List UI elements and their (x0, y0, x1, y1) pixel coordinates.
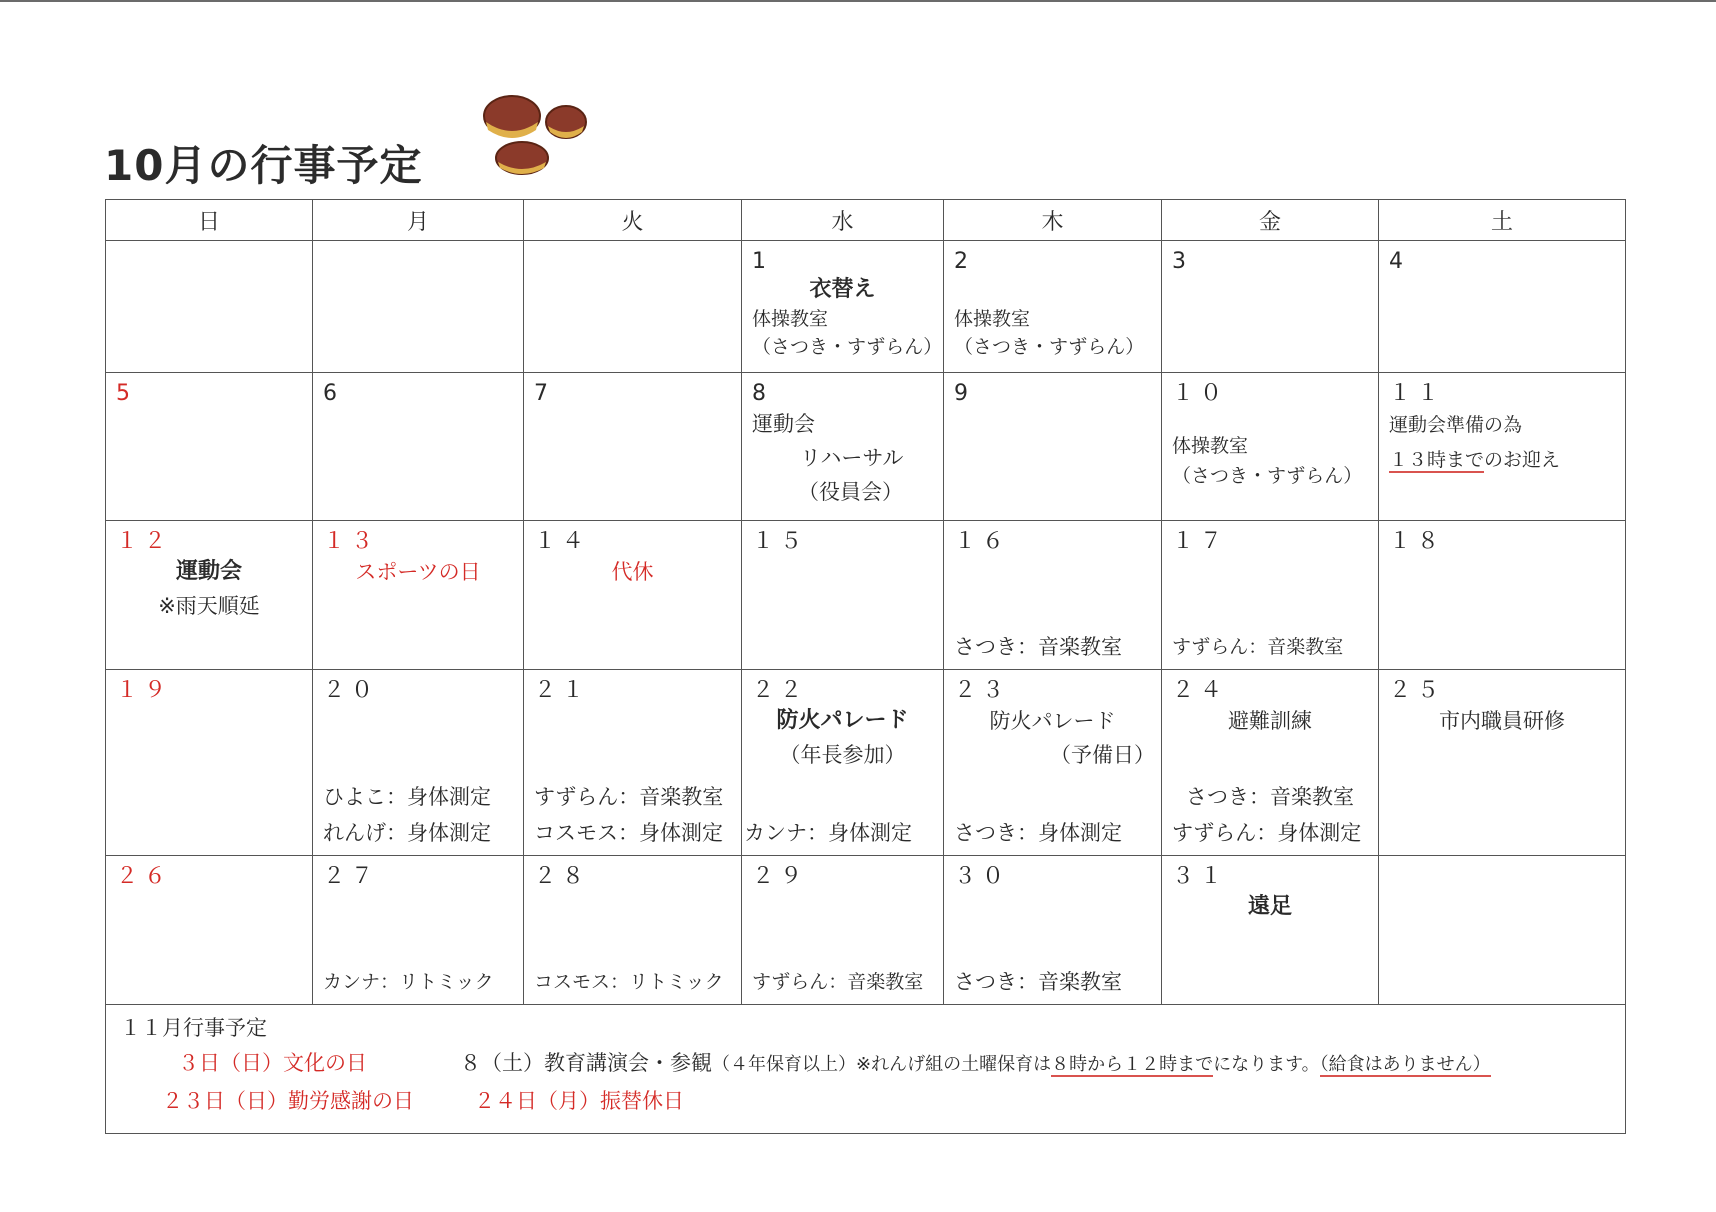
weekday-header-row (106, 200, 1626, 241)
event: （さつき・すずらん） (1172, 465, 1363, 487)
weekday-wed: 水 (742, 200, 944, 241)
event: （さつき・すずらん） (752, 336, 943, 358)
notice-paren: （給食はありません） (1319, 1054, 1491, 1075)
holiday-culture-day: ３日（日）文化の日 (178, 1051, 367, 1075)
notice-underlined: ８時から１２時まで (1051, 1054, 1214, 1075)
day-cell-9 (944, 373, 1162, 521)
date-number: １２ (116, 529, 173, 554)
date-number: ２６ (116, 864, 173, 889)
week-row-5 (106, 856, 1626, 1005)
event: カンナ：身体測定 (744, 821, 912, 845)
calendar-table (105, 199, 1626, 1134)
date-number: ２５ (1389, 678, 1446, 703)
day-cell-28 (524, 856, 742, 1005)
event: 避難訓練 (1228, 709, 1312, 733)
event: リハーサル (800, 446, 904, 470)
weekday-tue: 火 (524, 200, 742, 241)
day-cell-31 (1162, 856, 1379, 1005)
date-number: １４ (534, 529, 591, 554)
weekday-mon: 月 (313, 200, 524, 241)
date-number: ２８ (534, 864, 591, 889)
date-number: １８ (1389, 529, 1446, 554)
event: １３時までのお迎え (1389, 449, 1561, 471)
day-cell-empty (313, 241, 524, 373)
day-cell-17 (1162, 521, 1379, 670)
event: 衣替え (809, 277, 876, 302)
weekday-sun: 日 (106, 200, 313, 241)
date-number: 5 (116, 381, 136, 406)
event: コスモス：リトミック (534, 971, 724, 993)
chestnut-illustration (478, 92, 590, 180)
day-cell-29 (742, 856, 944, 1005)
date-number: ２７ (323, 864, 380, 889)
date-number: ２１ (534, 678, 591, 703)
day-cell-2 (944, 241, 1162, 373)
underlined-time: １３時まで (1389, 449, 1485, 471)
event: 体操教室 (752, 308, 829, 330)
event: 市内職員研修 (1439, 709, 1565, 733)
page-title: 10月の行事予定 (104, 141, 423, 190)
day-cell-12 (106, 521, 313, 670)
day-cell-16 (944, 521, 1162, 670)
weekday-thu: 木 (944, 200, 1162, 241)
date-number: １７ (1172, 529, 1229, 554)
date-number: １５ (752, 529, 809, 554)
event: （さつき・すずらん） (954, 336, 1145, 358)
event: （年長参加） (779, 743, 906, 767)
day-cell-15 (742, 521, 944, 670)
event: 運動会 (175, 559, 242, 584)
event: コスモス：身体測定 (534, 821, 723, 845)
weekday-fri: 金 (1162, 200, 1379, 241)
holiday-labor-thanksgiving: ２３日（日）勤労感謝の日 (162, 1089, 414, 1113)
november-line-2 (120, 1083, 1611, 1119)
event: すずらん：音楽教室 (534, 785, 724, 809)
day-cell-19 (106, 670, 313, 856)
week-row-2 (106, 373, 1626, 521)
date-number: １３ (323, 529, 380, 554)
day-cell-8 (742, 373, 944, 521)
scan-border-line (0, 0, 1716, 2)
event: すずらん：音楽教室 (1172, 636, 1344, 658)
date-number: １０ (1172, 381, 1229, 406)
holiday-substitute: ２４日（月）振替休日 (474, 1089, 684, 1113)
day-cell-14 (524, 521, 742, 670)
weekday-sat: 土 (1379, 200, 1626, 241)
day-cell-6 (313, 373, 524, 521)
november-notes (106, 1005, 1626, 1134)
november-notes-row (106, 1005, 1626, 1134)
date-number: ２３ (954, 678, 1011, 703)
day-cell-7 (524, 373, 742, 521)
day-cell-20 (313, 670, 524, 856)
day-cell-21 (524, 670, 742, 856)
november-title: １１月行事予定 (120, 1016, 267, 1040)
date-number: ２９ (752, 864, 809, 889)
day-cell-30 (944, 856, 1162, 1005)
event: 体操教室 (954, 308, 1031, 330)
event: すずらん：音楽教室 (752, 971, 924, 993)
date-number: １６ (954, 529, 1011, 554)
date-number: 8 (752, 381, 772, 406)
week-row-3 (106, 521, 1626, 670)
event: （役員会） (798, 480, 903, 504)
event: カンナ：リトミック (323, 971, 494, 993)
date-number: 4 (1389, 249, 1409, 274)
date-number: ２２ (752, 678, 809, 703)
day-cell-empty (106, 241, 313, 373)
day-cell-empty (1379, 856, 1626, 1005)
november-event-8: ８（土）教育講演会・参観 (460, 1051, 712, 1075)
event: 運動会 (752, 412, 815, 436)
event: 体操教室 (1172, 435, 1249, 457)
day-cell-24 (1162, 670, 1379, 856)
day-cell-4 (1379, 241, 1626, 373)
day-cell-27 (313, 856, 524, 1005)
event: スポーツの日 (355, 560, 481, 584)
date-number: ２０ (323, 678, 380, 703)
day-cell-5 (106, 373, 313, 521)
date-number: ３１ (1172, 864, 1229, 889)
week-row-1 (106, 241, 1626, 373)
event: れんげ：身体測定 (323, 821, 491, 845)
event: ※雨天順延 (158, 594, 260, 618)
date-number: ２４ (1172, 678, 1229, 703)
day-cell-22 (742, 670, 944, 856)
day-cell-empty (524, 241, 742, 373)
date-number: 2 (954, 249, 974, 274)
date-number: 7 (534, 381, 554, 406)
event: 代休 (611, 560, 654, 584)
date-number: 1 (752, 249, 772, 274)
day-cell-3 (1162, 241, 1379, 373)
november-line-1 (120, 1045, 1611, 1083)
event: さつき：音楽教室 (954, 970, 1122, 994)
november-event-8-note: （４年保育以上） (712, 1054, 856, 1075)
date-number: ３０ (954, 864, 1011, 889)
event: 運動会準備の為 (1389, 414, 1523, 436)
event: さつき：音楽教室 (954, 635, 1122, 659)
event: 防火パレード (776, 708, 909, 733)
date-number: 6 (323, 381, 343, 406)
date-number: １９ (116, 678, 173, 703)
day-cell-1 (742, 241, 944, 373)
date-number: 9 (954, 381, 974, 406)
week-row-4 (106, 670, 1626, 856)
event: 遠足 (1247, 894, 1292, 919)
day-cell-11 (1379, 373, 1626, 521)
day-cell-13 (313, 521, 524, 670)
event: （予備日） (1050, 743, 1155, 767)
date-number: １１ (1389, 381, 1446, 406)
event: 防火パレード (989, 709, 1116, 733)
notice-pre: ※れんげ組の土曜保育は (856, 1054, 1052, 1075)
notice-post: になります。 (1213, 1054, 1320, 1075)
day-cell-10 (1162, 373, 1379, 521)
date-number: 3 (1172, 249, 1192, 274)
event: ひよこ：身体測定 (323, 785, 491, 809)
day-cell-26 (106, 856, 313, 1005)
event: さつき：身体測定 (954, 821, 1122, 845)
day-cell-25 (1379, 670, 1626, 856)
day-cell-23 (944, 670, 1162, 856)
day-cell-18 (1379, 521, 1626, 670)
event: すずらん：身体測定 (1172, 821, 1362, 845)
event: さつき：音楽教室 (1186, 785, 1354, 809)
